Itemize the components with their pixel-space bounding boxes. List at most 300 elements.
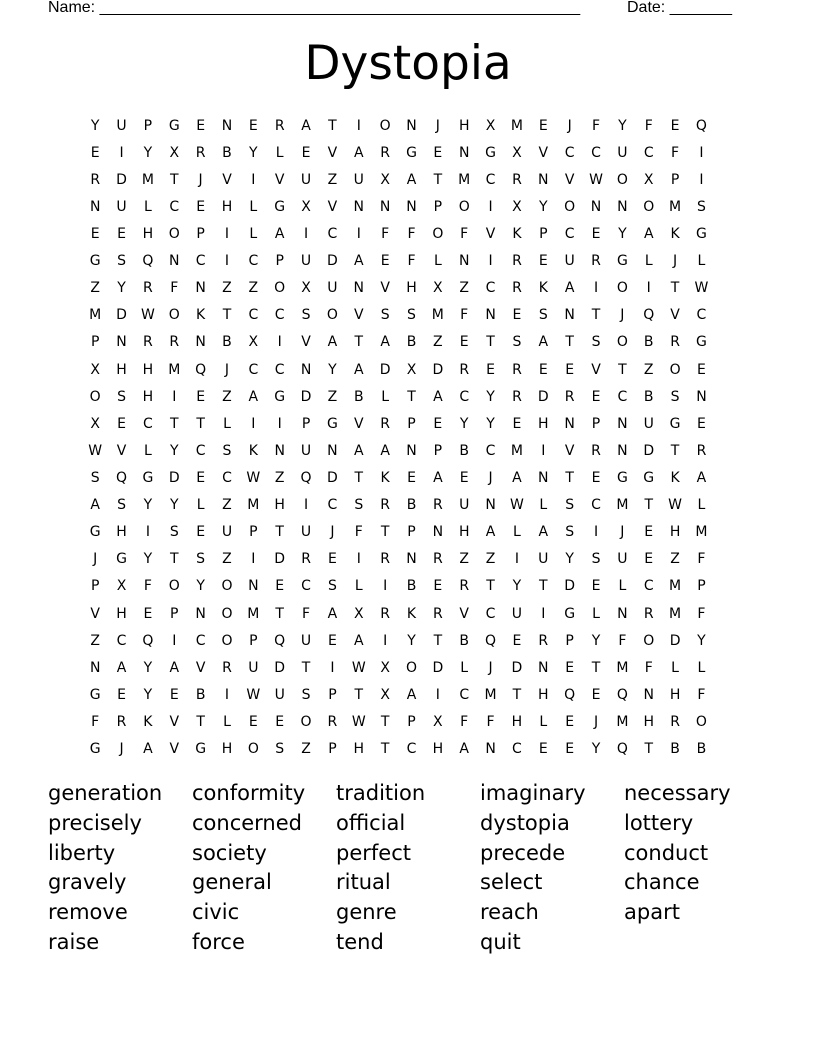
grid-letter: S [196,551,206,568]
grid-letter: V [90,605,100,622]
grid-letter: G [643,469,655,486]
grid-letter: E [117,415,126,432]
grid-letter: V [591,361,601,378]
grid-letter: E [591,388,601,405]
grid-letter: V [353,307,364,324]
grid-letter: R [512,253,522,270]
grid-letter: V [301,334,311,351]
grid-letter: Y [618,117,627,134]
grid-letter: E [512,307,522,324]
grid-letter: Z [90,632,100,649]
grid-letter: E [196,388,206,405]
grid-letter: R [195,144,206,161]
grid-letter: A [380,442,390,459]
grid-letter: G [616,253,628,270]
grid-letter: C [591,144,601,161]
grid-letter: N [406,442,417,459]
grid-letter: N [195,280,206,297]
word-bank-item: genre [336,900,397,925]
grid-letter: R [432,497,443,514]
grid-letter: V [195,659,206,676]
grid-letter: P [143,117,153,134]
grid-letter: G [485,144,496,161]
grid-row [82,492,742,519]
grid-letter: I [356,117,361,134]
grid-letter: E [90,144,100,161]
grid-letter: R [169,334,180,351]
word-bank-item: precede [480,840,566,865]
grid-letter: X [433,713,443,730]
grid-letter: G [195,741,207,758]
grid-letter: Y [591,741,601,758]
grid-letter: U [300,253,312,270]
grid-letter: J [673,253,678,270]
grid-letter: T [565,469,574,486]
grid-letter: Z [248,280,259,297]
grid-letter: O [221,578,233,595]
grid-letter: F [591,117,601,134]
grid-letter: P [90,334,100,351]
grid-letter: M [510,442,523,459]
grid-letter: U [248,659,259,676]
grid-letter: V [327,198,338,215]
grid-letter: P [275,253,284,270]
grid-letter: N [590,198,602,215]
grid-letter: V [222,171,232,188]
grid-letter: P [565,632,574,649]
grid-letter: Y [143,686,153,703]
grid-letter: R [432,605,443,622]
grid-letter: X [380,686,390,703]
word-bank-item: civic [192,900,240,925]
grid-letter: I [303,225,309,242]
grid-letter: Y [169,497,179,514]
word-bank-item: select [480,870,543,895]
grid-letter: C [485,442,496,459]
grid-letter: C [274,361,285,378]
grid-letter: T [433,632,443,649]
grid-letter: T [565,334,574,351]
word-bank [48,779,768,958]
grid-letter: T [644,741,653,758]
grid-letter: N [353,280,365,297]
grid-letter: A [485,524,496,541]
grid-letter: J [119,741,124,758]
grid-letter: E [117,686,126,703]
grid-letter: V [538,144,549,161]
grid-letter: L [196,497,205,514]
grid-letter: H [458,524,470,541]
grid-letter: N [89,659,101,676]
grid-letter: T [380,713,390,730]
grid-letter: V [670,307,680,324]
grid-letter: P [196,225,205,242]
grid-letter: E [196,524,206,541]
grid-letter: N [274,442,285,459]
grid-letter: L [460,659,469,676]
grid-letter: A [538,334,549,351]
grid-letter: P [328,741,337,758]
grid-letter: E [90,225,100,242]
grid-letter: H [406,280,417,297]
grid-letter: E [486,361,495,378]
grid-letter: H [142,225,154,242]
grid-letter: S [407,307,416,324]
grid-letter: M [616,497,629,514]
grid-letter: Q [142,632,154,649]
grid-row [82,736,742,763]
grid-letter: T [670,442,680,459]
grid-letter: Z [459,280,469,297]
grid-letter: M [247,605,260,622]
grid-letter: V [380,280,390,297]
grid-letter: P [591,415,601,432]
grid-letter: A [116,659,127,676]
grid-letter: O [616,334,628,351]
grid-letter: T [354,469,364,486]
grid-letter: C [485,280,496,297]
grid-letter: E [196,117,206,134]
grid-letter: A [327,605,338,622]
grid-letter: I [383,578,388,595]
grid-letter: V [116,442,127,459]
grid-letter: F [354,524,363,541]
grid-letter: S [565,497,575,514]
grid-letter: P [328,686,337,703]
word-bank-item: precisely [48,810,142,835]
grid-letter: L [618,578,627,595]
grid-letter: R [301,551,311,568]
grid-letter: W [351,659,366,676]
grid-letter: I [593,280,599,297]
grid-letter: S [538,307,548,324]
grid-letter: G [696,334,707,351]
grid-letter: O [300,713,312,730]
word-bank-item: ritual [336,870,391,895]
grid-letter: T [433,171,443,188]
grid-letter: S [117,497,126,514]
grid-letter: Q [695,117,707,134]
grid-letter: J [488,469,493,486]
grid-letter: E [459,469,469,486]
grid-letter: A [380,334,390,351]
grid-letter: N [485,307,496,324]
grid-letter: C [696,307,707,324]
grid-letter: Q [274,632,286,649]
name-field-label: Name: ______________________________________________________ [48,0,581,16]
word-bank-item: liberty [48,840,116,865]
grid-letter: F [170,280,179,297]
grid-letter: N [538,171,549,188]
grid-letter: Y [328,361,337,378]
word-bank-item: remove [48,900,128,925]
grid-letter: R [380,497,390,514]
grid-row [82,329,742,356]
grid-letter: R [380,144,390,161]
grid-letter: D [564,578,576,595]
grid-letter: E [196,469,206,486]
grid-letter: A [327,334,338,351]
grid-letter: F [486,713,495,730]
grid-letter: Z [327,388,338,405]
grid-letter: K [196,307,206,324]
grid-letter: I [119,144,124,161]
grid-letter: B [353,388,364,405]
grid-letter: X [248,334,259,351]
grid-letter: R [380,415,390,432]
grid-letter: C [327,225,338,242]
grid-letter: I [224,253,230,270]
grid-letter: E [301,144,311,161]
grid-row [82,248,742,275]
grid-letter: C [222,469,232,486]
grid-letter: G [89,524,101,541]
grid-letter: E [644,524,654,541]
grid-letter: C [195,632,206,649]
grid-letter: F [91,713,100,730]
grid-letter: E [670,117,680,134]
grid-letter: S [591,551,601,568]
grid-letter: Y [196,578,205,595]
grid-letter: M [141,171,154,188]
grid-letter: F [460,225,469,242]
grid-letter: F [460,307,469,324]
grid-letter: I [224,225,230,242]
grid-letter: N [617,605,628,622]
grid-letter: K [670,225,680,242]
grid-letter: G [89,686,101,703]
grid-letter: D [537,388,549,405]
grid-letter: K [512,225,522,242]
grid-letter: S [327,578,337,595]
grid-letter: T [380,524,390,541]
grid-letter: B [195,686,206,703]
grid-letter: F [618,632,627,649]
grid-letter: Y [486,415,495,432]
grid-letter: L [275,144,284,161]
grid-letter: W [694,280,709,297]
grid-row [82,627,742,654]
grid-letter: C [617,388,628,405]
grid-letter: X [116,578,127,595]
grid-letter: C [195,442,206,459]
grid-letter: P [539,225,548,242]
grid-letter: T [275,524,284,541]
grid-letter: F [697,686,706,703]
grid-letter: I [541,605,546,622]
grid-letter: R [327,713,338,730]
word-bank-item: official [336,810,406,835]
grid-letter: P [407,713,416,730]
grid-letter: O [669,361,681,378]
word-bank-item: general [192,870,272,895]
grid-letter: B [670,741,680,758]
grid-letter: N [195,334,206,351]
grid-letter: T [328,117,337,134]
grid-letter: Q [564,686,576,703]
grid-letter: H [458,117,470,134]
grid-row [82,600,742,627]
grid-letter: E [644,551,654,568]
grid-letter: E [433,144,443,161]
word-search-grid [82,112,742,763]
grid-letter: Z [433,334,443,351]
grid-letter: Z [301,741,311,758]
grid-letter: L [223,713,231,730]
word-bank-item: conduct [624,840,709,865]
grid-letter: U [353,171,364,188]
grid-letter: L [539,713,548,730]
grid-letter: U [327,280,338,297]
grid-row [82,220,742,247]
grid-letter: Y [697,632,706,649]
grid-letter: A [643,225,654,242]
page-title: Dystopia [304,36,512,91]
grid-letter: N [379,198,391,215]
grid-letter: B [643,388,654,405]
grid-letter: I [356,225,361,242]
grid-letter: E [697,361,706,378]
grid-letter: E [169,686,179,703]
grid-letter: H [116,524,127,541]
grid-letter: C [406,741,417,758]
grid-letter: J [488,659,493,676]
grid-letter: Q [300,469,312,486]
grid-letter: X [380,659,390,676]
grid-letter: C [485,171,496,188]
grid-letter: Y [618,225,627,242]
grid-letter: C [248,361,259,378]
grid-letter: B [222,144,232,161]
grid-letter: K [143,713,153,730]
grid-letter: N [406,198,417,215]
grid-letter: O [564,198,576,215]
grid-letter: S [117,253,126,270]
grid-letter: A [512,469,522,486]
grid-letter: C [248,253,259,270]
grid-letter: F [407,253,416,270]
grid-letter: C [169,198,180,215]
grid-letter: N [538,659,549,676]
grid-letter: U [300,171,312,188]
grid-letter: C [143,415,153,432]
grid-letter: H [116,605,127,622]
grid-letter: V [564,171,575,188]
grid-letter: A [353,361,364,378]
grid-letter: T [196,415,205,432]
grid-letter: L [381,388,390,405]
grid-letter: I [277,415,282,432]
grid-letter: F [302,605,311,622]
grid-letter: B [406,578,417,595]
grid-letter: F [644,117,653,134]
grid-letter: I [514,551,519,568]
grid-letter: T [380,741,390,758]
grid-letter: T [670,280,680,297]
grid-letter: O [274,280,286,297]
grid-letter: E [275,713,285,730]
grid-letter: F [143,578,152,595]
grid-letter: O [221,632,233,649]
grid-letter: I [646,280,651,297]
grid-letter: E [538,253,548,270]
grid-letter: N [617,198,628,215]
grid-letter: N [617,415,628,432]
grid-letter: A [433,469,443,486]
grid-letter: C [248,307,259,324]
grid-letter: D [432,361,444,378]
grid-letter: F [460,713,469,730]
grid-letter: Z [670,551,680,568]
grid-letter: D [274,551,286,568]
grid-letter: S [301,686,311,703]
grid-letter: M [669,198,682,215]
grid-letter: N [327,442,338,459]
grid-letter: E [512,632,522,649]
grid-row [82,546,742,573]
grid-letter: Z [222,388,232,405]
word-bank-item: gravely [48,870,127,895]
grid-letter: A [143,741,153,758]
word-bank-item: chance [624,870,700,895]
grid-letter: R [90,171,101,188]
grid-letter: O [168,578,180,595]
grid-letter: R [696,442,707,459]
grid-letter: W [246,469,261,486]
word-bank-item: perfect [336,840,411,865]
grid-letter: I [435,686,440,703]
grid-letter: I [488,253,493,270]
grid-letter: X [301,198,311,215]
grid-letter: X [512,198,522,215]
grid-letter: D [511,659,523,676]
grid-letter: Z [327,171,338,188]
grid-letter: D [669,632,681,649]
grid-letter: R [512,280,522,297]
grid-letter: E [248,117,258,134]
grid-letter: B [459,632,470,649]
grid-letter: E [433,578,443,595]
grid-letter: W [668,497,682,514]
grid-letter: C [564,144,575,161]
grid-letter: E [512,415,522,432]
grid-letter: E [380,253,390,270]
grid-letter: Z [274,469,285,486]
grid-letter: T [301,659,311,676]
grid-row [82,112,742,139]
grid-letter: E [538,117,548,134]
grid-letter: H [669,524,681,541]
grid-letter: D [274,659,286,676]
grid-letter: R [670,334,680,351]
grid-letter: R [143,280,153,297]
grid-letter: P [670,171,680,188]
grid-letter: C [459,388,470,405]
grid-letter: Y [117,280,126,297]
grid-letter: E [327,551,337,568]
grid-letter: P [301,415,311,432]
grid-letter: O [432,225,444,242]
grid-letter: J [198,171,203,188]
grid-letter: D [643,442,655,459]
grid-letter: A [353,144,364,161]
grid-letter: A [301,117,311,134]
grid-letter: F [697,551,706,568]
grid-letter: S [591,334,601,351]
grid-letter: F [644,659,653,676]
grid-letter: T [354,334,364,351]
header-line [48,0,748,19]
